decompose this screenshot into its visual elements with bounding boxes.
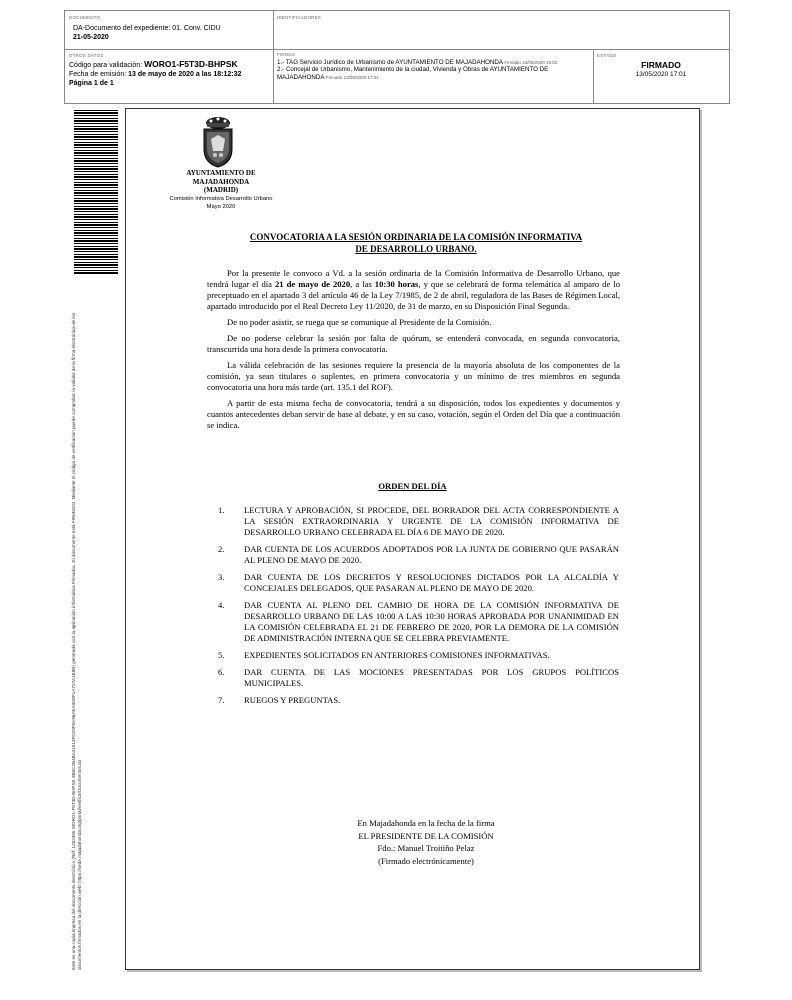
agenda-item-text: RUEGOS Y PREGUNTAS. [244, 695, 341, 705]
agenda-item-number: 7. [218, 695, 225, 705]
agenda-item [218, 695, 619, 706]
meeting-date: 21 de mayo de 2020 [274, 279, 351, 289]
letterhead [161, 169, 281, 212]
barcode [74, 110, 118, 275]
agenda-item-number: 5. [218, 650, 225, 660]
agenda-item [218, 572, 619, 594]
agenda-list [218, 505, 619, 712]
title-line-2: DE DESARROLLO URBANO. [355, 244, 477, 254]
emission-date: 13 de mayo de 2020 a las 18:12:32 [128, 71, 242, 78]
identificadores-cell [273, 11, 729, 49]
estado-label: ESTADO [597, 53, 617, 58]
p1-text-a: Por la presente le convoco a Vd. a la sesión ordinaria de la Comisión Informativa de Desarrollo Urbano, que tendrá lugar el día [207, 268, 620, 289]
letterhead-line-5: Mayo 2020 [206, 204, 236, 210]
firma-1-date: Firmado 13/05/2020 15:52 [504, 59, 558, 65]
agenda-item [218, 650, 619, 661]
documento-line-2: 21-05-2020 [73, 34, 109, 41]
codigo-prefix: Código para validación: [69, 62, 143, 69]
p1-text-b: , a las [350, 279, 375, 289]
paragraph-5: A partir de esta misma fecha de convocatoria, tendrá a su disposición, todos los expedientes y documentos y cuantos antecedentes deban servir de base al debate, y en su caso, votación, según el Orden del Día que a continuación se indica. [207, 398, 620, 430]
document-title [196, 231, 636, 255]
estado-date: 13/05/2020 17:01 [635, 71, 687, 78]
body-paragraphs [207, 268, 620, 431]
verification-side-text: Este es una copia impresa del documento electrónico (Ref: 1262465 WORO1-F5T3D-BHPSK 9B6C2B4BA41513FD29F0A96AEA3D0F1A727A1E8B) generada con la aplicación informática Firmadoc. El documento está FIRMADO. Mediante el código de verificación puede comprobar la validez de la firma electrónica de los documentos firmados en la dirección web: https://sede.majadahonda.org/portal/verificarDocumentos.do [71, 312, 82, 970]
agenda-item-number: 6. [218, 667, 225, 677]
letterhead-line-2: MAJADAHONDA [192, 177, 250, 186]
signature-name: Fdo.: Manuel Troitiño Pelaz [377, 843, 475, 853]
signature-block [311, 817, 541, 867]
identificadores-label: IDENTIFICADORES [277, 15, 322, 20]
agenda-item-number: 1. [218, 505, 225, 515]
documento-label: DOCUMENTO [69, 15, 101, 20]
orden-title: ORDEN DEL DÍA [378, 481, 447, 491]
firma-1: 1.- TAG Servicio Jurídico de Urbanismo de AYUNTAMIENTO DE MAJADAHONDA [277, 58, 503, 66]
firmas-label: FIRMAS [277, 52, 296, 57]
agenda-item-text: DAR CUENTA DE LOS ACUERDOS ADOPTADOS POR LA JUNTA DE GOBIERNO QUE PASARÁN AL PLENO DE MAYO DE 2020. [244, 544, 619, 565]
documento-line-1: DA-Documento del expediente: 01. Conv. CIDU [73, 25, 221, 32]
paragraph-1 [207, 268, 620, 312]
estado-cell [593, 49, 729, 103]
signature-note: (Firmado electrónicamente) [378, 855, 474, 866]
agenda-item [218, 667, 619, 689]
page-count: Página 1 de 1 [69, 80, 114, 87]
paragraph-3: De no poderse celebrar la sesión por falta de quórum, se entenderá convocada, en segunda convocatoria, transcurrida una hora desde la primera convocatoria. [207, 333, 620, 354]
p1-text-c: , y que se celebrará de forma telemática al amparo de lo preceptuado en el apartado 3 del artículo 46 de la Ley 7/1985, de 2 de abril, reguladora de las Bases de Régimen Local, apartado introducido por el Real Decreto Ley 11/2020, de 31 de marzo, en su Disposición Final Segunda. [207, 279, 620, 311]
document-header [64, 10, 730, 104]
letterhead-line-4: Comisión Informativa Desarrollo Urbano [169, 195, 273, 202]
firma-2-date: Firmado 13/05/2020 17:01 [325, 74, 379, 80]
agenda-item-text: DAR CUENTA DE LAS MOCIONES PRESENTADAS POR LOS GRUPOS POLÍTICOS MUNICIPALES. [244, 667, 619, 688]
meeting-time: 10:30 horas [374, 279, 419, 289]
agenda-item-number: 2. [218, 544, 225, 554]
otros-datos-label: OTROS DATOS [69, 53, 104, 58]
agenda-item-text: DAR CUENTA AL PLENO DEL CAMBIO DE HORA DE LA COMISIÓN INFORMATIVA DE DESARROLLO URBANO DE LAS 10:00 A LAS 10:30 HORAS APROBADA POR UNANIMIDAD EN LA COMISIÓN CELEBRADA EL 21 DE FEBRERO DE 2020, POR LA DEMORA DE LA COMISIÓN DE ADMINISTRACIÓN INTERNA QUE SE CELEBRA PREVIAMENTE. [244, 600, 619, 643]
letterhead-line-1: AYUNTAMIENTO DE [186, 169, 256, 177]
agenda-item [218, 544, 619, 566]
paragraph-2: De no poder asistir, se ruega que se comunique al Presidente de la Comisión. [227, 317, 492, 327]
document-page [125, 108, 700, 970]
signature-title: EL PRESIDENTE DE LA COMISIÓN [358, 830, 494, 841]
paragraph-4: La válida celebración de las sesiones requiere la presencia de la mayoría absoluta de los componentes de la comisión, ya sean titulares o suplentes, en primera convocatoria y un mínimo de tres miembros en segunda convocatoria una hora más tarde (art. 135.1 del ROF). [207, 360, 620, 392]
signature-place: En Majadahonda en la fecha de la firma [357, 818, 495, 828]
agenda-item-text: EXPEDIENTES SOLICITADOS EN ANTERIORES COMISIONES INFORMATIVAS. [244, 650, 550, 660]
agenda-item-number: 4. [218, 600, 225, 610]
estado-status: FIRMADO [641, 60, 681, 70]
documento-cell [65, 11, 273, 49]
agenda-item [218, 600, 619, 644]
coat-of-arms-icon [199, 115, 237, 169]
agenda-item-number: 3. [218, 572, 225, 582]
firma-2: 2.- Concejal de Urbanismo, Mantenimiento de la ciudad, Vivienda y Obras de AYUNTAMIENTO DE MAJADAHONDA [277, 66, 549, 81]
firmas-cell [273, 49, 593, 103]
validation-code: WORO1-F5T3D-BHPSK [144, 59, 238, 69]
agenda-item-text: LECTURA Y APROBACIÓN, SI PROCEDE, DEL BORRADOR DEL ACTA CORRESPONDIENTE A LA SESIÓN EXTRAORDINARIA Y URGENTE DE LA COMISIÓN INFORMATIVA DE DESARROLLO URBANO CELEBRADA EL DÍA 6 DE MAYO DE 2020. [244, 505, 619, 537]
title-line-1: CONVOCATORIA A LA SESIÓN ORDINARIA DE LA COMISIÓN INFORMATIVA [249, 232, 583, 242]
otros-datos-cell [65, 49, 273, 103]
fecha-prefix: Fecha de emisión: [69, 71, 127, 78]
letterhead-line-3: (MADRID) [203, 186, 239, 194]
agenda-item-text: DAR CUENTA DE LOS DECRETOS Y RESOLUCIONES DICTADOS POR LA ALCALDÍA Y CONCEJALES DELEGADOS, QUE PASARAN AL PLENO DE MAYO DE 2020. [244, 572, 619, 593]
agenda-item [218, 505, 619, 538]
